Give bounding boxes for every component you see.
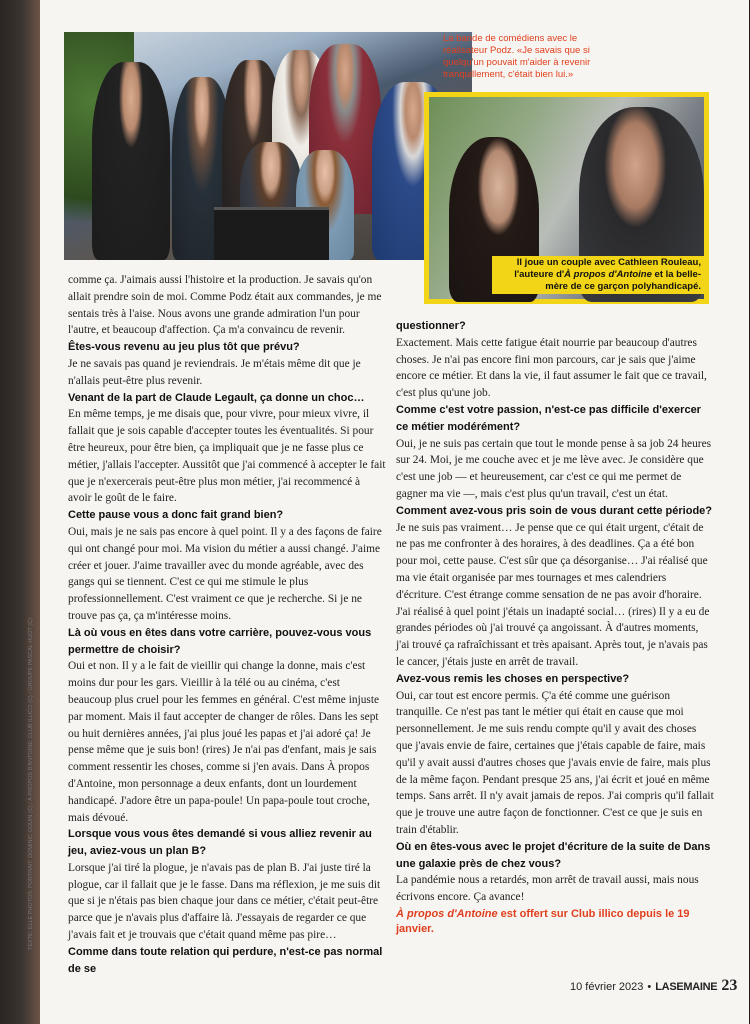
caption-group-photo: La bande de comédiens avec le réalisateur Podz. «Je savais que si quelqu'un pouvait m'aider à revenir tranquillement, c'était bien lui.» (443, 33, 591, 80)
paragraph: En même temps, je me disais que, pour vivre, pour mieux vivre, il fallait que je sois capable d'accepter toutes les éventualités. Si pour être heureux, pour être bien, ça impliquait que je ne fasse plus ce métier, j'allais l'accepter. Aussitôt que j'ai commencé à accepter le fait que je n'exercerais peut-être plus mon métier, j'ai recommencé à avoir le goût de le faire. (68, 408, 386, 505)
paragraph: Oui, car tout est encore permis. Ç'a été comme une guérison tranquille. Ce n'est pas tant le métier qui était en cause que moi personnellement. Je me suis rendu compte qu'il y avait des choses que j'avais envie de faire, certaines que j'étais capable de faire, mais qu'il y avait aussi d'autres choses que j'avais envie de faire, mais plus de la même façon. Pendant presque 25 ans, j'ai écrit et joué en même temps. Sans arrêt. Il n'y avait jamais de repos. J'ai compris qu'il fallait que je trouve une autre façon de fonctionner. C'est ce que je suis en train d'établir. (396, 689, 714, 836)
question: Cette pause vous a donc fait grand bien? (68, 509, 284, 522)
caption-inset-photo (492, 256, 704, 294)
paragraph: Oui, mais je ne sais pas encore à quel point. Il y a des façons de faire qui ont changé pour moi. Ma vision du métier a aussi changé. J'aime créer et jouer. J'aime travailler avec du monde agréable, avec des gangs qui se tiennent. C'est ce qui me stimule le plus professionnellement. C'est vraiment ce que je recherche. Si je ne trouve pas ça, ça m'intéresse moins. (68, 525, 382, 622)
question: Venant de la part de Claude Legault, ça donne un choc… (68, 391, 365, 404)
footer-separator: • (647, 981, 652, 993)
photo-person (92, 62, 170, 260)
photo-credit: TEXTE: ELLE PHOTOS: PORTRAIT: DOMINIC GOUIN (C) / À PROPOS D'ANTOINE: CLUB ILLICO (C) / GROUPE PASCAL HUOT (C) (28, 618, 34, 950)
caption-inset-prefix: Il joue un couple avec Cathleen Rouleau, l'auteure d' (514, 257, 701, 280)
caption-inset-suffix: et la belle-mère de ce garçon polyhandicapé. (545, 269, 701, 292)
paragraph: Je ne suis pas vraiment… Je pense que ce qui était urgent, c'était de ne pas me confronter à des horaires, à des deadlines. Ça a été bon pour moi, cette pause. C'est sûr que ça désorganise… J'ai réalisé que ma vie était organisée par mes tournages et mes calendriers d'écriture. C'est étrange comme sensation de ne pas avoir d'horaire. J'ai réalisé à quel point j'étais un inadapté social… (rires) Il y a eu de grandes périodes où j'ai trouvé ça angoissant. À d'autres moments, j'ai trouvé ça rafraîchissant et très apaisant. Après tout, je n'avais pas le cancer, j'étais juste en arrêt de travail. (396, 521, 710, 668)
question: questionner? (396, 320, 466, 332)
paragraph: Lorsque j'ai tiré la plogue, je n'avais pas de plan B. J'ai juste tiré la plogue, car il fallait que je le fasse. Dans ma réflexion, je me suis dit que si je n'étais pas bien chaque jour dans ce métier, c'était peut-être parce que je n'avais plus d'affaire là. J'essayais de regarder ce que j'avais fait et je trouvais que c'était quand même pas pire… (68, 861, 381, 942)
promo-text: est offert sur Club illico depuis le 19 janvier. (396, 907, 690, 935)
paragraph: Oui et non. Il y a le fait de vieillir qui change la donne, mais c'est moins dur pour les gars. Vieillir à la télé ou au cinéma, c'est beaucoup plus cruel pour les femmes en général. C'est même injuste par moment. Mais il faut accepter de changer de rôles. Dans les sept ou huit dernières années, j'ai plus joué les papas et j'ai adoré ça! Je pense même que je suis bon! (rires) Je n'ai pas d'enfant, mais je sais comment ressentir les choses, comme si j'en avais. Dans À propos d'Antoine, mon personnage a deux enfants, dont un lourdement handicapé. J'adore être un papa-poule! Un papa-poule tout croche, mais dévoué. (68, 660, 380, 824)
caption-inset-title: À propos d'Antoine (564, 269, 652, 280)
page-footer (570, 977, 750, 997)
issue-date: 10 février 2023 (570, 981, 644, 993)
question: Avez-vous remis les choses en perspective? (396, 672, 630, 685)
promo-show-title: À propos d'Antoine (396, 907, 498, 920)
magazine-brand: LASEMAINE (655, 981, 718, 993)
question: Comme c'est votre passion, n'est-ce pas difficile d'exercer ce métier modérément? (396, 403, 701, 433)
broadcast-promo (396, 907, 714, 937)
article-column-left (68, 272, 386, 977)
question: Comment avez-vous pris soin de vous durant cette période? (396, 504, 713, 517)
article-column-right (396, 318, 714, 937)
paragraph: Oui, je ne suis pas certain que tout le monde pense à sa job 24 heures sur 24. Moi, je me couche avec et je me lève avec. Je considère que c'est une job — et heureusement, car c'est ce qui me permet de gagner ma vie —, mais c'est plus qu'un travail, c'est un état. (396, 437, 712, 500)
question: Lorsque vous vous êtes demandé si vous alliez revenir au jeu, aviez-vous un plan B? (68, 828, 372, 858)
question: Comme dans toute relation qui perdure, n'est-ce pas normal de se (68, 945, 383, 975)
page-number: 23 (721, 977, 738, 994)
question: Êtes-vous revenu au jeu plus tôt que prévu? (68, 341, 300, 354)
paragraph: La pandémie nous a retardés, mon arrêt de travail aussi, mais nous écrivons encore. Ça avance! (396, 874, 699, 904)
photo-cast-group (64, 32, 472, 260)
photo-laptop (214, 207, 329, 260)
paragraph: Exactement. Mais cette fatigue était nourrie par beaucoup d'autres choses. Je n'ai pas encore fini mon parcours, car je sais que j'aime encore ce métier. Et dans la vie, il faut assumer le fait que ce travail, c'est plus qu'une job. (396, 336, 707, 400)
paragraph: Je ne savais pas quand je reviendrais. Je m'étais même dit que je n'allais peut-être plus revenir. (68, 357, 361, 387)
paragraph: comme ça. J'aimais aussi l'histoire et la production. Je savais qu'on allait prendre soin de moi. Comme Podz était aux commandes, je me sentais très à l'aise. Nous avons une grande admiration l'un pour l'autre, et beaucoup d'affection. Ça m'a convaincu de revenir. (68, 274, 382, 337)
question: Là où vous en êtes dans votre carrière, pouvez-vous vous permettre de choisir? (68, 626, 372, 656)
magazine-page (28, 0, 749, 1024)
question: Où en êtes-vous avec le projet d'écriture de la suite de Dans une galaxie près de chez vous? (396, 840, 711, 870)
